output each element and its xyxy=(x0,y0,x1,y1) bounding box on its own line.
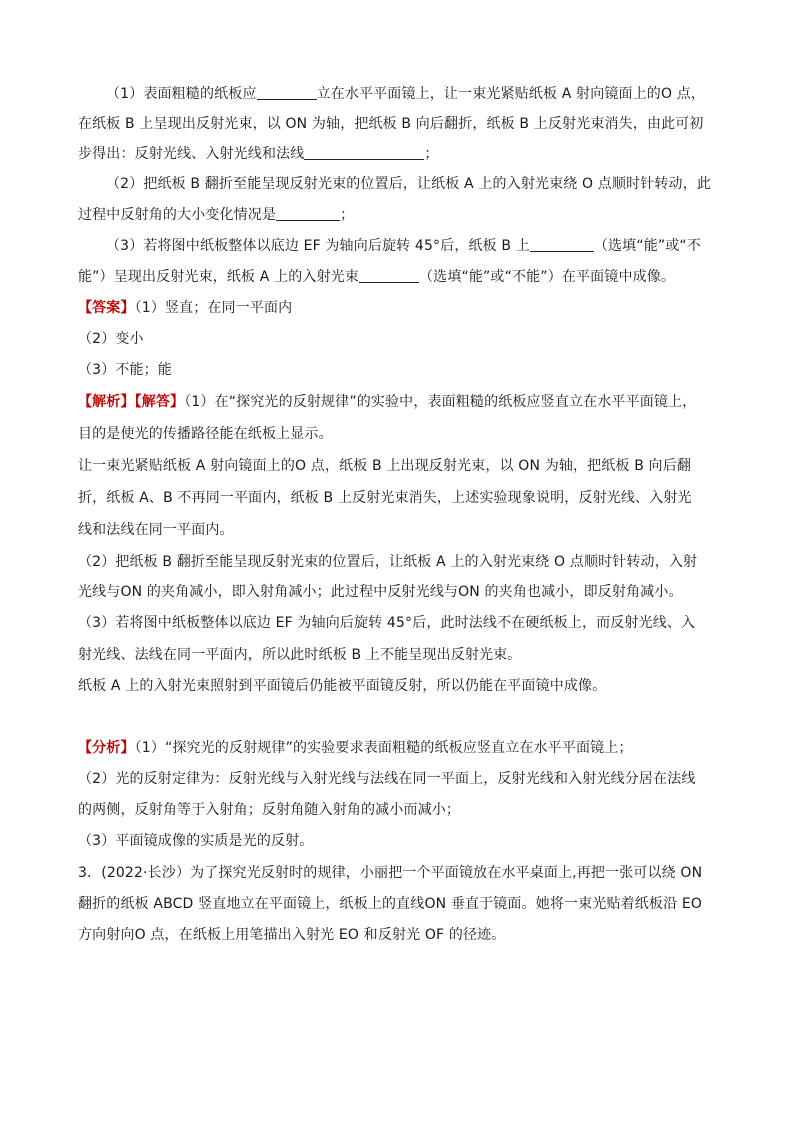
q2-line-2 xyxy=(78,205,728,225)
answer-blank[interactable] xyxy=(304,144,424,160)
text: （选填“能”或“不能”）在平面镜中成像。 xyxy=(419,269,676,285)
question-3-line-1: 3．(2022·长沙）为了探究光反射时的规律，小丽把一个平面镜放在水平桌面上,再把一张可以绕 ON xyxy=(78,865,703,881)
question-3-line-3: 方向射向O 点，在纸板上用笔描出入射光 EO 和反射光 OF 的径迹。 xyxy=(78,927,506,943)
text: 立在水平平面镜上，让一束光紧贴纸板 A 射向镜面上的O 点， xyxy=(316,86,706,102)
analysis-line-9: 射光线、法线在同一平面内，所以此时纸板 B 上不能呈现出反射光束。 xyxy=(78,647,522,663)
analysis-line-1 xyxy=(78,392,728,412)
q1-line-1 xyxy=(106,84,756,104)
analysis-line-5: 线和法线在同一平面内。 xyxy=(78,522,234,538)
fenxi-line-2: （2）光的反射定律为：反射光线与入射光线与法线在同一平面上，反射光线和入射光线分居在法线 xyxy=(78,771,696,787)
analysis-line-2: 目的是使光的传播路径能在纸板上显示。 xyxy=(78,426,333,442)
text: （1）“探究光的反射规律”的实验要求表面粗糙的纸板应竖直立在水平平面镜上； xyxy=(134,740,633,756)
analysis-line-3: 让一束光紧贴纸板 A 射向镜面上的O 点，纸板 B 上出现反射光束，以 ON 为轴，把纸板 B 向后翻 xyxy=(78,458,691,474)
analysis-tag: 【解析】 xyxy=(78,394,135,410)
q3-line-1 xyxy=(106,236,756,256)
solution-tag: 【解答】 xyxy=(134,394,185,410)
answer-blank[interactable] xyxy=(276,205,340,221)
answer-line-3: （3）不能；能 xyxy=(78,362,172,378)
text: 能”）呈现出反射光束，纸板 A 上的入射光束 xyxy=(78,269,360,285)
answer-blank[interactable] xyxy=(257,84,317,100)
q1-line-2: 在纸板 B 上呈现出反射光束，以 ON 为轴，把纸板 B 向后翻折，纸板 B 上反射光束消失，由此可初 xyxy=(78,116,704,132)
text: 步得出：反射光线、入射光线和法线 xyxy=(78,146,305,162)
text: ； xyxy=(340,207,355,223)
text: （3）若将图中纸板整体以底边 EF 为轴向后旋转 45°后，纸板 B 上 xyxy=(106,238,530,254)
text: ； xyxy=(424,146,439,162)
analysis-line-4: 折，纸板 A、B 不再同一平面内，纸板 B 上反射光束消失，上述实验现象说明，反射光线、入射光 xyxy=(78,490,692,506)
answer-line-1 xyxy=(78,298,728,318)
fenxi-line-1 xyxy=(78,738,728,758)
answer-blank[interactable] xyxy=(359,267,419,283)
analysis-line-10: 纸板 A 上的入射光束照射到平面镜后仍能被平面镜反射，所以仍能在平面镜中成像。 xyxy=(78,678,607,694)
analysis-line-6: （2）把纸板 B 翻折至能呈现反射光束的位置后，让纸板 A 上的入射光束绕 O 点顺时针转动，入射 xyxy=(78,554,698,570)
fenxi-tag: 【分析】 xyxy=(78,740,135,756)
text: （1）竖直；在同一平面内 xyxy=(134,300,293,316)
text: （选填“能”或“不 xyxy=(593,238,701,254)
fenxi-line-3: 的两侧，反射角等于入射角；反射角随入射角的减小而减小； xyxy=(78,802,461,818)
fenxi-line-4: （3）平面镜成像的实质是光的反射。 xyxy=(78,833,314,849)
text: （1）在“探究光的反射规律”的实验中，表面粗糙的纸板应竖直立在水平平面镜上， xyxy=(184,394,697,410)
answer-line-2: （2）变小 xyxy=(78,331,144,347)
question-3-line-2: 翻折的纸板 ABCD 竖直地立在平面镜上，纸板上的直线ON 垂直于镜面。她将一束光贴着纸板沿 EO xyxy=(78,896,702,912)
q1-line-3 xyxy=(78,144,728,164)
q3-line-2 xyxy=(78,267,728,287)
analysis-line-7: 光线与ON 的夹角减小，即入射角减小；此过程中反射光线与ON 的夹角也减小，即反射角减小。 xyxy=(78,584,683,600)
answer-tag: 【答案】 xyxy=(78,300,135,316)
q2-line-1: （2）把纸板 B 翻折至能呈现反射光束的位置后，让纸板 A 上的入射光束绕 O 点顺时针转动，此 xyxy=(106,176,712,192)
text: 过程中反射角的大小变化情况是 xyxy=(78,207,277,223)
answer-blank[interactable] xyxy=(530,236,594,252)
text: （1）表面粗糙的纸板应 xyxy=(106,86,257,102)
analysis-line-8: （3）若将图中纸板整体以底边 EF 为轴向后旋转 45°后，此时法线不在硬纸板上，而反射光线、入 xyxy=(78,615,696,631)
